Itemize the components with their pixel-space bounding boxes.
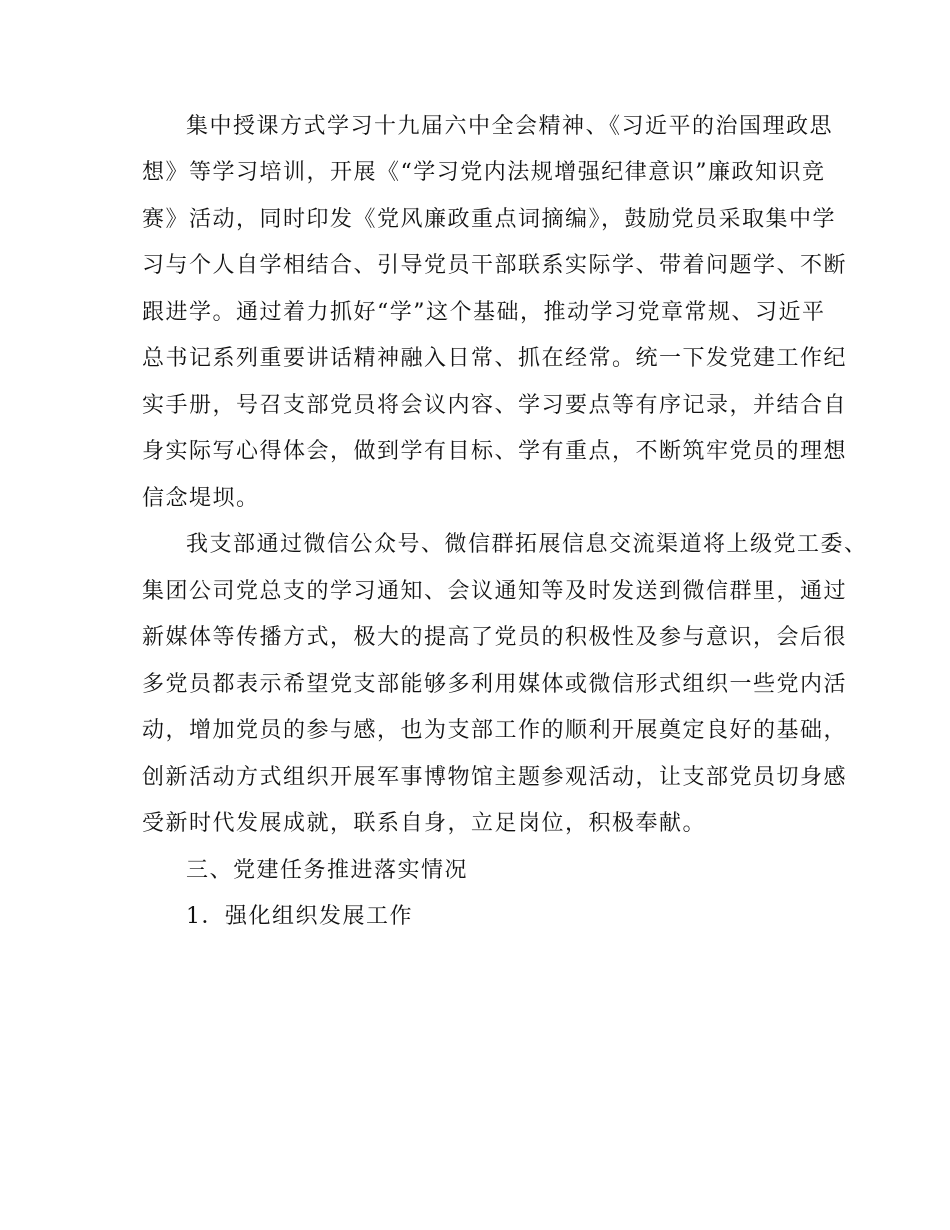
text-line: 创新活动方式组织开展军事博物馆主题参观活动，让支部党员切身感	[142, 765, 848, 790]
text-line: 习与个人自学相结合、引导党员干部联系实际学、带着问题学、不断	[142, 253, 848, 278]
text-line: 集中授课方式学习十九届六中全会精神、《习近平的治国理政思	[186, 114, 834, 139]
text-line: 总书记系列重要讲话精神融入日常、抓在经常。统一下发党建工作纪	[142, 346, 848, 371]
text-line: 想》等学习培训，开展《“学习党内法规增强纪律意识”廉政知识竞	[142, 160, 826, 185]
text-line: 受新时代发展成就，联系自身，立足岗位，积极奉献。	[142, 811, 707, 836]
text-line: 新媒体等传播方式，极大的提高了党员的积极性及参与意识，会后很	[142, 625, 848, 650]
section-heading: 三、党建任务推进落实情况	[186, 858, 469, 883]
text-line: 信念堤坝。	[142, 486, 260, 511]
text-line: 身实际写心得体会，做到学有目标、学有重点，不断筑牢党员的理想	[142, 439, 848, 464]
text-line: 多党员都表示希望党支部能够多利用媒体或微信形式组织一些党内活	[142, 672, 848, 697]
text-line: 动，增加党员的参与感，也为支部工作的顺利开展奠定良好的基础，	[142, 718, 848, 743]
text-line: 集团公司党总支的学习通知、会议通知等及时发送到微信群里，通过	[142, 579, 848, 604]
text-line: 实手册，号召支部党员将会议内容、学习要点等有序记录，并结合自	[142, 393, 848, 418]
subsection-heading: 1．强化组织发展工作	[186, 904, 413, 929]
text-line: 跟进学。通过着力抓好“学”这个基础，推动学习党章常规、习近平	[142, 300, 826, 325]
text-line: 赛》活动，同时印发《党风廉政重点词摘编》，鼓励党员采取集中学	[142, 207, 837, 232]
text-line: 我支部通过微信公众号、微信群拓展信息交流渠道将上级党工委、	[186, 532, 868, 557]
